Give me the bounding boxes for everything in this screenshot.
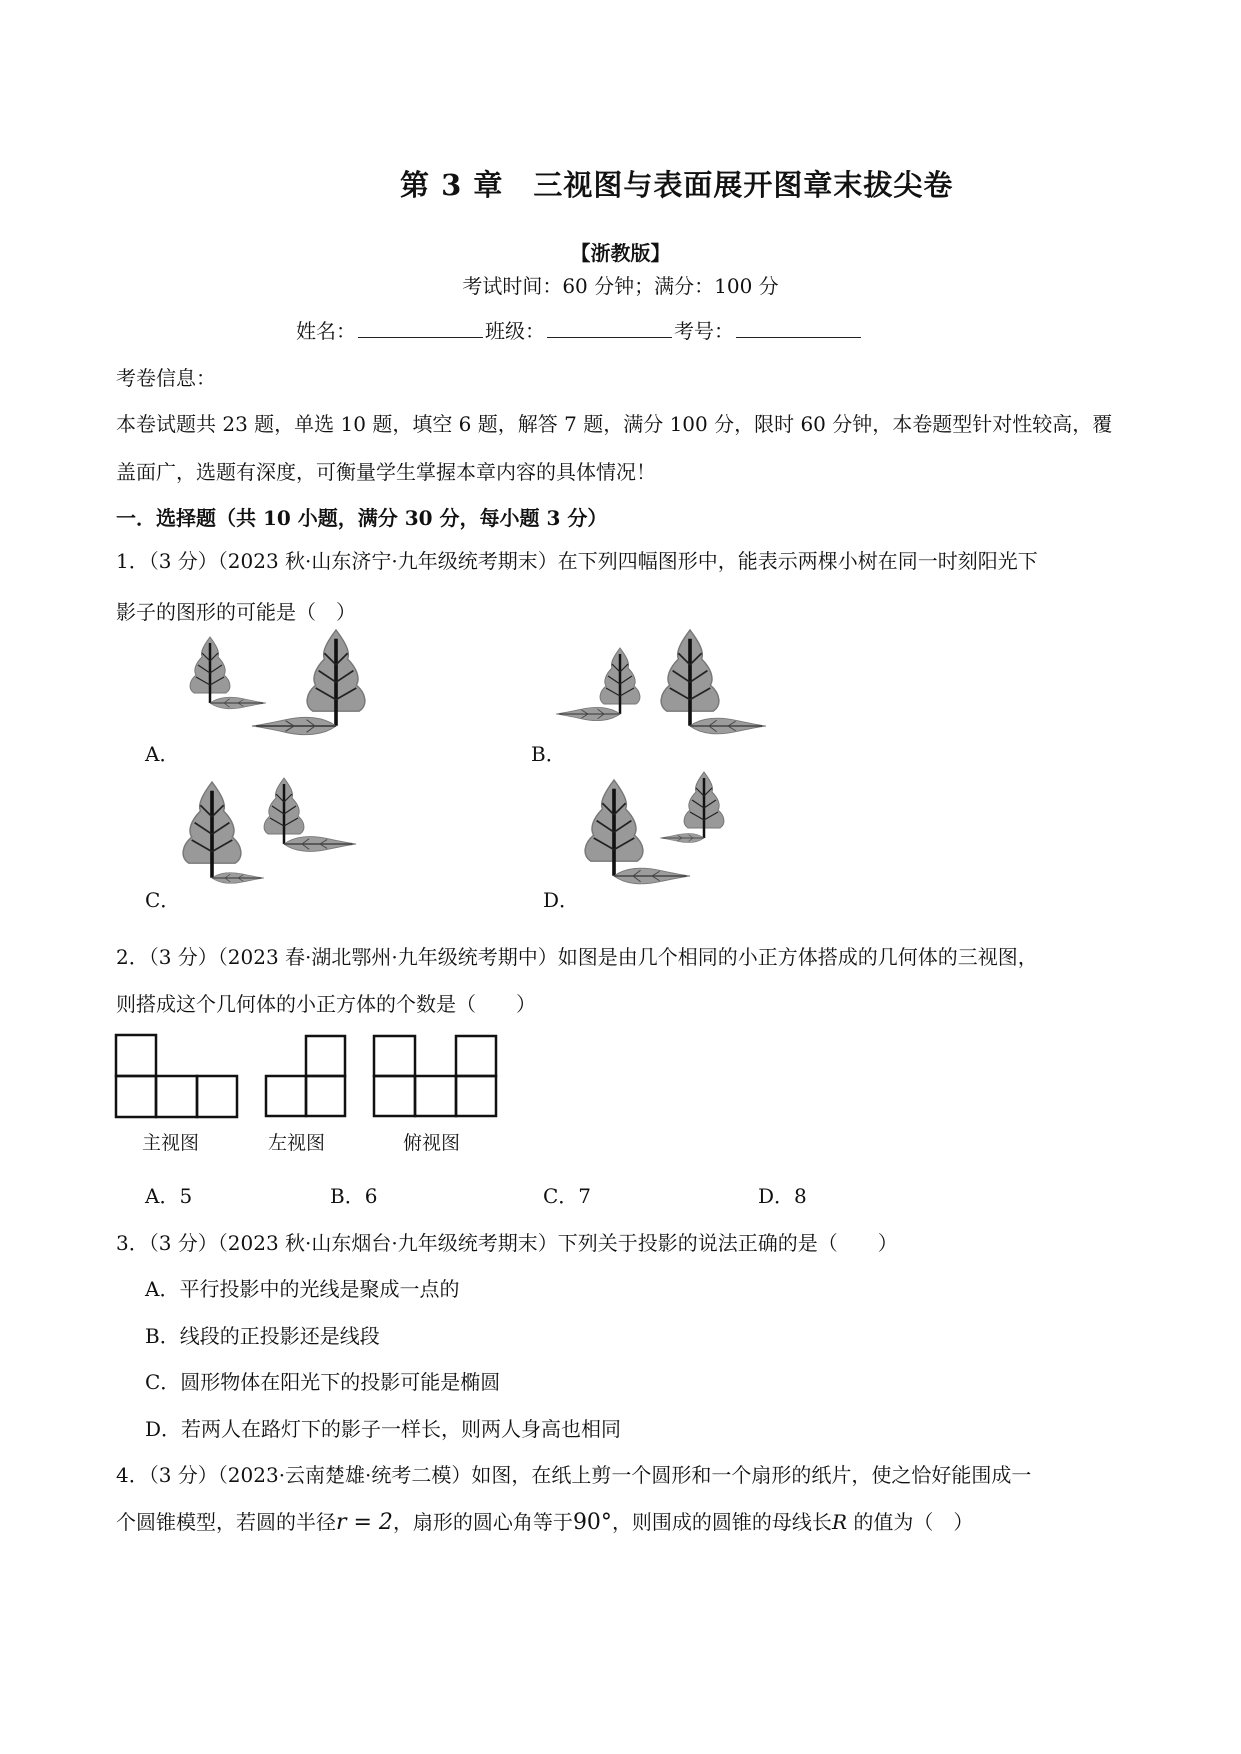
- q3-option-d[interactable]: D．若两人在路灯下的影子一样长，则两人身高也相同: [145, 1417, 622, 1441]
- name-label: 姓名：: [296, 319, 356, 343]
- edition-label: 【浙教版】: [570, 241, 671, 265]
- exam-info: 考试时间：60 分钟；满分：100 分: [462, 274, 779, 298]
- q3-option-c[interactable]: C．圆形物体在阳光下的投影可能是椭圆: [145, 1370, 501, 1394]
- q2-front-view: [116, 1035, 237, 1117]
- q4-math-angle: 90°: [572, 1510, 612, 1535]
- q2-front-view-label: 主视图: [142, 1132, 200, 1154]
- class-label: 班级：: [485, 319, 545, 343]
- q1-option-a[interactable]: A．: [145, 742, 180, 766]
- intro-text: 本卷试题共 23 题，单选 10 题，填空 6 题，解答 7 题，满分 100 分，限时 60 分钟，本卷题型针对性较高，覆盖面广，选题有深度，可衡量学生掌握本章内容的具体情况！: [116, 412, 1113, 484]
- q2-option-d[interactable]: D．8: [758, 1184, 807, 1208]
- q2-stem-line2: 则搭成这个几何体的小正方体的个数是（ ）: [116, 992, 536, 1016]
- q1-figure-b: [556, 630, 766, 734]
- q1-stem-line2: 影子的图形的可能是（ ）: [116, 600, 356, 624]
- q1-figure-a: [190, 630, 365, 735]
- q4-math-radius: r = 2: [336, 1510, 393, 1535]
- q1-option-c[interactable]: C．: [145, 888, 181, 912]
- q4-text-c: ，则围成的圆锥的母线长: [611, 1510, 832, 1534]
- q1-option-b[interactable]: B．: [531, 742, 566, 766]
- q2-option-a[interactable]: A．5: [145, 1184, 193, 1208]
- q2-option-c[interactable]: C．7: [543, 1184, 592, 1208]
- q2-left-view: [266, 1036, 345, 1116]
- q4-text-b: ，扇形的圆心角等于: [392, 1510, 573, 1534]
- q2-top-view-label: 俯视图: [403, 1132, 461, 1154]
- q3-option-b[interactable]: B．线段的正投影还是线段: [145, 1324, 380, 1348]
- q1-figure-c: [183, 778, 356, 883]
- q4-text-a: 个圆锥模型，若圆的半径: [116, 1510, 336, 1534]
- q2-stem-line1: 2．（3 分）（2023 春·湖北鄂州·九年级统考期中）如图是由几个相同的小正方体搭成的几何体的三视图，: [116, 945, 1038, 969]
- q4-stem-line2: [116, 1506, 973, 1535]
- section-heading: 一．选择题（共 10 小题，满分 30 分，每小题 3 分）: [116, 506, 608, 530]
- q4-math-slant: R: [831, 1510, 847, 1534]
- q2-left-view-label: 左视图: [268, 1132, 326, 1154]
- q3-stem: 3．（3 分）（2023 秋·山东烟台·九年级统考期末）下列关于投影的说法正确的是（ ）: [116, 1231, 898, 1255]
- q1-option-d[interactable]: D．: [543, 888, 580, 912]
- q3-option-a[interactable]: A．平行投影中的光线是聚成一点的: [145, 1277, 460, 1301]
- q4-text-d: 的值为（ ）: [853, 1510, 974, 1534]
- q1-figure-d: [585, 772, 724, 884]
- q4-stem-line1: 4．（3 分）（2023·云南楚雄·统考二模）如图，在纸上剪一个圆形和一个扇形的纸片，使之恰好能围成一: [116, 1463, 1032, 1487]
- intro-heading: 考卷信息：: [116, 366, 216, 390]
- page-title: 第 3 章 三视图与表面展开图章末拔尖卷: [400, 168, 954, 202]
- q2-top-view: [374, 1036, 496, 1116]
- number-label: 考号：: [674, 319, 734, 343]
- q2-option-b[interactable]: B．6: [330, 1184, 378, 1208]
- q1-stem-line1: 1．（3 分）（2023 秋·山东济宁·九年级统考期末）在下列四幅图形中，能表示两棵小树在同一时刻阳光下: [116, 549, 1038, 573]
